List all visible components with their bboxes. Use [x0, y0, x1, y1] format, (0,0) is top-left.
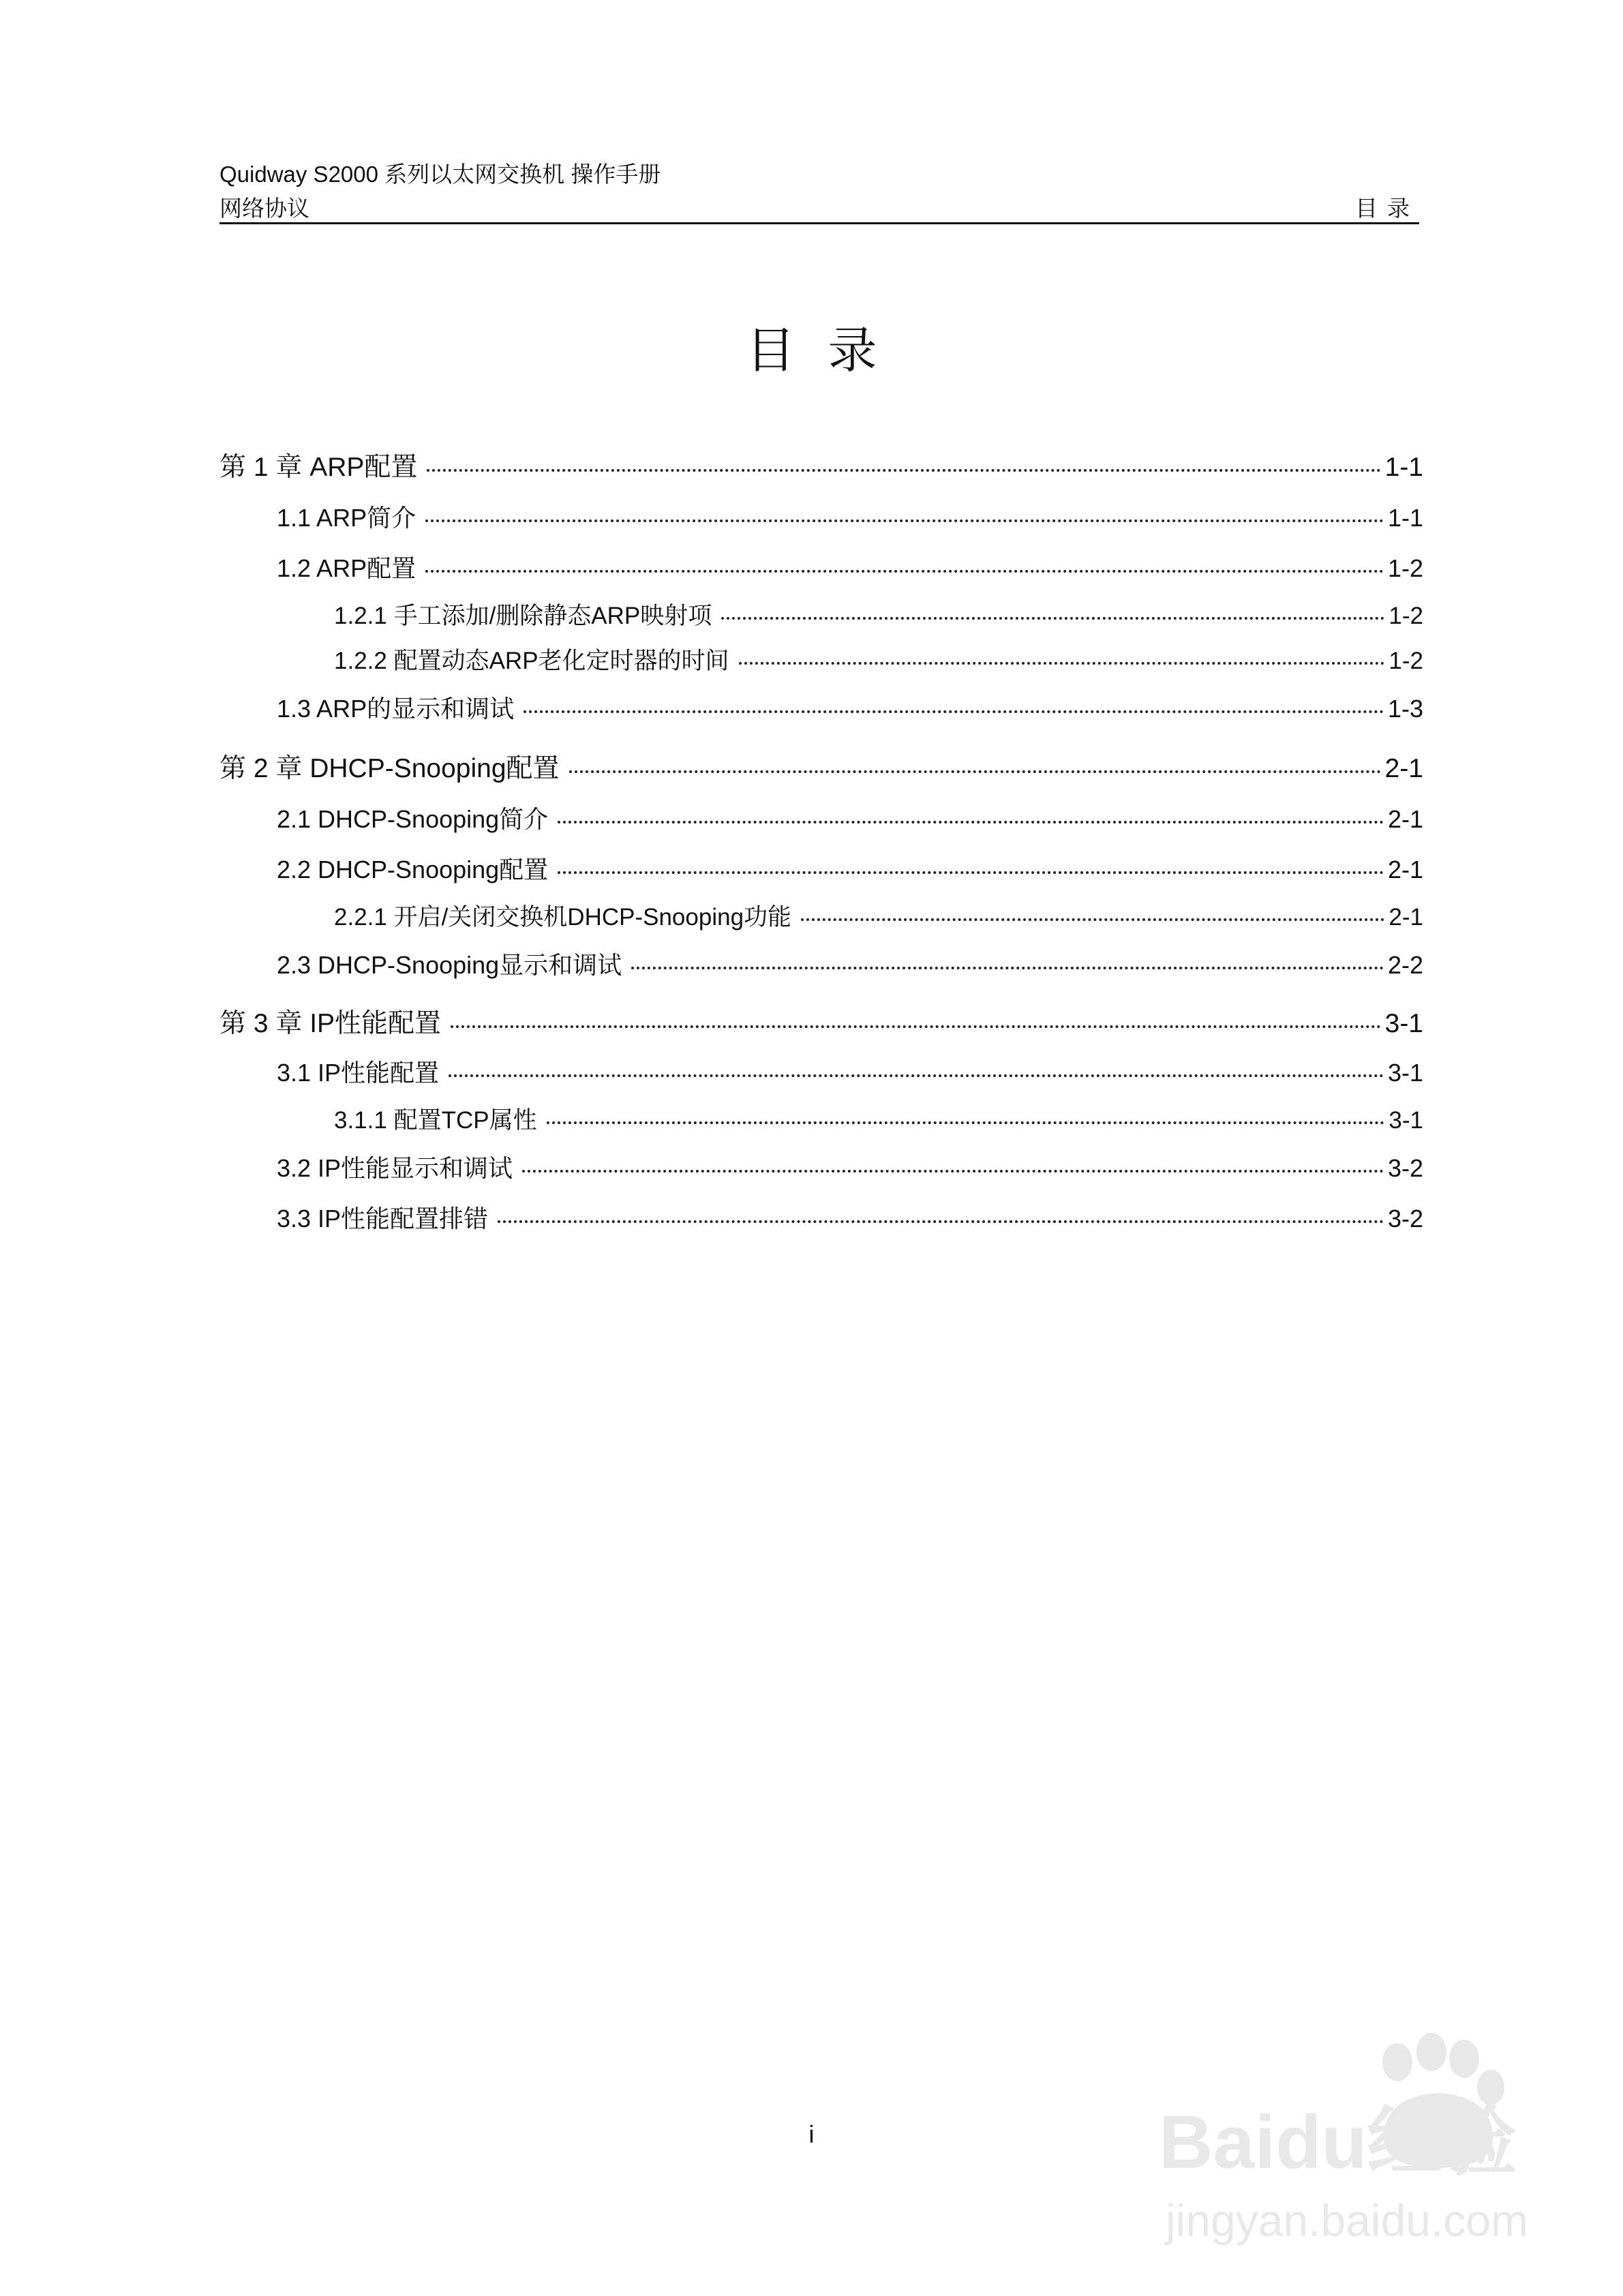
toc-entry-page: 1-2: [1389, 648, 1423, 674]
toc-entry-page: 2-1: [1387, 805, 1423, 833]
section-name: 网络协议: [219, 196, 309, 221]
toc-entry[interactable]: [219, 446, 1423, 484]
dot-leader: [498, 1220, 1384, 1223]
toc-entry-page: 1-2: [1387, 554, 1423, 582]
toc-entry[interactable]: [277, 800, 1423, 835]
toc-entry-label: 1.1 ARP简介: [277, 504, 416, 532]
toc-entry-page: 3-2: [1387, 1205, 1423, 1233]
baidu-jingyan-watermark: [1152, 2031, 1554, 2256]
page-title: 目录: [746, 324, 910, 378]
dot-leader: [547, 1121, 1385, 1124]
toc-entry[interactable]: [277, 549, 1423, 584]
toc-entry-label: 第 1 章 ARP配置: [219, 453, 418, 482]
toc-entry-page: 1-1: [1384, 453, 1423, 482]
toc-entry-label: 2.2.1 开启/关闭交换机DHCP-Snooping功能: [334, 904, 792, 931]
toc-entry-label: 2.3 DHCP-Snooping显示和调试: [277, 951, 622, 979]
dot-leader: [522, 1170, 1384, 1173]
header-right-label: 目录: [1355, 196, 1419, 221]
toc-entry-page: 2-1: [1387, 856, 1423, 883]
dot-leader: [739, 662, 1385, 665]
dot-leader: [451, 1025, 1381, 1028]
toc-entry[interactable]: [219, 1002, 1423, 1040]
toc-entry-label: 1.2.1 手工添加/删除静态ARP映射项: [334, 603, 712, 629]
toc-entry-page: 3-2: [1387, 1154, 1423, 1182]
watermark-url: jingyan.baidu.com: [1166, 2195, 1528, 2246]
toc-entry-label: 第 2 章 DHCP-Snooping配置: [219, 754, 560, 783]
toc-entry-label: 1.3 ARP的显示和调试: [277, 695, 515, 723]
page-number: i: [808, 2120, 815, 2148]
toc-entry-label: 1.2.2 配置动态ARP老化定时器的时间: [334, 648, 729, 674]
toc-entry-label: 2.2 DHCP-Snooping配置: [277, 856, 549, 883]
toc-entry-label: 第 3 章 IP性能配置: [219, 1009, 442, 1038]
toc-entry[interactable]: [277, 851, 1423, 886]
toc-entry-page: 3-1: [1384, 1009, 1423, 1038]
dot-leader: [721, 617, 1384, 620]
toc-entry-label: 3.1.1 配置TCP属性: [334, 1107, 537, 1134]
dot-leader: [425, 519, 1384, 522]
dot-leader: [801, 918, 1384, 921]
toc-entry[interactable]: [334, 1102, 1423, 1136]
toc-entry-label: 3.3 IP性能配置排错: [277, 1205, 489, 1233]
toc-entry-label: 1.2 ARP配置: [277, 554, 416, 582]
dot-leader: [558, 871, 1384, 874]
toc-entry[interactable]: [334, 597, 1423, 631]
toc-entry[interactable]: [219, 747, 1423, 785]
watermark-brand: Baidu经验: [1159, 2100, 1517, 2184]
toc-entry-page: 1-2: [1389, 603, 1423, 629]
toc-entry-page: 2-1: [1384, 754, 1423, 783]
toc-entry[interactable]: [277, 1149, 1423, 1184]
toc-entry[interactable]: [334, 642, 1423, 676]
dot-leader: [427, 469, 1380, 472]
toc-entry-page: 1-3: [1387, 695, 1423, 723]
table-of-contents: [219, 0, 1423, 2296]
toc-entry-label: 3.2 IP性能显示和调试: [277, 1154, 513, 1182]
toc-entry[interactable]: [334, 898, 1423, 933]
dot-leader: [524, 710, 1384, 713]
dot-leader: [569, 770, 1381, 773]
toc-entry-page: 1-1: [1387, 504, 1423, 532]
toc-entry[interactable]: [277, 499, 1423, 534]
dot-leader: [558, 821, 1384, 824]
toc-entry[interactable]: [277, 1200, 1423, 1235]
toc-entry[interactable]: [277, 1054, 1423, 1089]
toc-entry[interactable]: [277, 690, 1423, 725]
dot-leader: [631, 967, 1384, 969]
toc-entry-page: 3-1: [1387, 1059, 1423, 1087]
toc-entry-label: 2.1 DHCP-Snooping简介: [277, 805, 549, 833]
toc-entry-page: 3-1: [1389, 1107, 1423, 1134]
manual-title: Quidway S2000 系列以太网交换机 操作手册: [219, 162, 661, 187]
toc-entry-page: 2-2: [1387, 951, 1423, 979]
dot-leader: [449, 1074, 1384, 1077]
toc-entry-page: 2-1: [1389, 904, 1423, 931]
toc-entry[interactable]: [277, 946, 1423, 981]
dot-leader: [425, 570, 1384, 573]
toc-entry-label: 3.1 IP性能配置: [277, 1059, 440, 1087]
